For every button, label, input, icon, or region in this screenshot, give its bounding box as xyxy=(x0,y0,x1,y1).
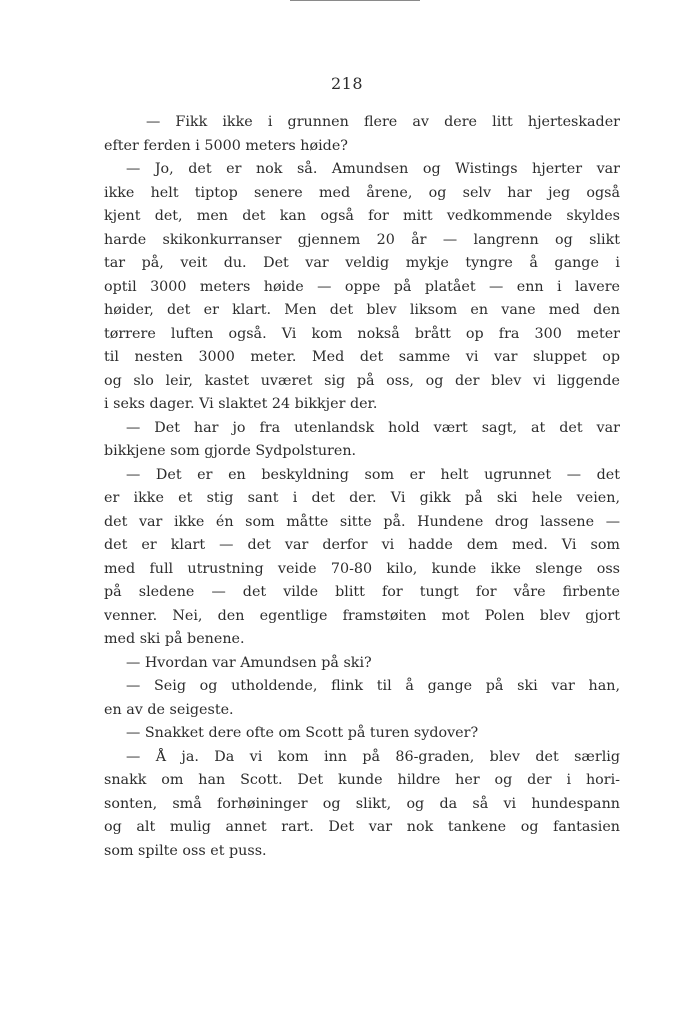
text-line: — Snakket dere ofte om Scott på turen sydover? xyxy=(126,725,479,741)
text-line: — Fikk ikke i grunnen flere av dere litt hjerteskader xyxy=(146,114,620,130)
text-line: harde skikonkurranser gjennem 20 år — langrenn og slikt xyxy=(104,231,620,248)
text-line: i seks dager. Vi slaktet 24 bikkjer der. xyxy=(104,396,378,412)
text-line: — Det har jo fra utenlandsk hold vært sagt, at det var xyxy=(126,419,620,436)
page-number: 218 xyxy=(330,74,364,93)
text-line: det er klart — det var derfor vi hadde dem med. Vi som xyxy=(104,537,620,553)
text-line: venner. Nei, den egentlige framstøiten mot Polen blev gjort xyxy=(104,607,620,624)
text-line: som spilte oss et puss. xyxy=(104,842,267,859)
text-line: med ski på benene. xyxy=(104,631,245,647)
text-line: en av de seigeste. xyxy=(104,701,234,718)
text-line: tørrere luften også. Vi kom nokså brått op fra 300 meter xyxy=(104,325,620,342)
text-line: bikkjene som gjorde Sydpolsturen. xyxy=(104,443,357,459)
text-line: er ikke et stig sant i det der. Vi gikk på ski hele veien, xyxy=(104,490,620,506)
text-line: til nesten 3000 meter. Med det samme vi var sluppet op xyxy=(104,349,620,365)
text-line: med full utrustning veide 70-80 kilo, kunde ikke slenge oss xyxy=(104,560,620,577)
text-line: optil 3000 meters høide — oppe på platået — enn i lavere xyxy=(104,278,620,295)
text-line: — Jo, det er nok så. Amundsen og Wistings hjerter var xyxy=(126,161,620,177)
text-line: det var ikke én som måtte sitte på. Hundene drog lassene — xyxy=(104,513,620,530)
text-line: høider, det er klart. Men det blev liksom en vane med den xyxy=(104,302,620,318)
text-line: ikke helt tiptop senere med årene, og selv har jeg også xyxy=(104,184,620,201)
text-line: på sledene — det vilde blitt for tungt for våre firbente xyxy=(104,584,620,600)
text-line: — Å ja. Da vi kom inn på 86-graden, blev det særlig xyxy=(126,748,620,765)
text-line: efter ferden i 5000 meters høide? xyxy=(104,137,348,154)
text-line: snakk om han Scott. Det kunde hildre her og der i hori- xyxy=(104,772,620,788)
text-line: — Seig og utholdende, flink til å gange på ski var han, xyxy=(126,678,620,694)
top-rule xyxy=(290,0,420,1)
text-line: tar på, veit du. Det var veldig mykje tyngre å gange i xyxy=(104,255,620,271)
text-line: og slo leir, kastet uværet sig på oss, og der blev vi liggende xyxy=(104,372,620,389)
text-line: — Hvordan var Amundsen på ski? xyxy=(126,654,372,671)
text-line: sonten, små forhøininger og slikt, og da så vi hundespann xyxy=(104,795,620,812)
text-line: kjent det, men det kan også for mitt vedkommende skyldes xyxy=(104,208,620,224)
text-line: — Det er en beskyldning som er helt ugrunnet — det xyxy=(126,466,620,483)
text-line: og alt mulig annet rart. Det var nok tankene og fantasien xyxy=(104,819,620,835)
